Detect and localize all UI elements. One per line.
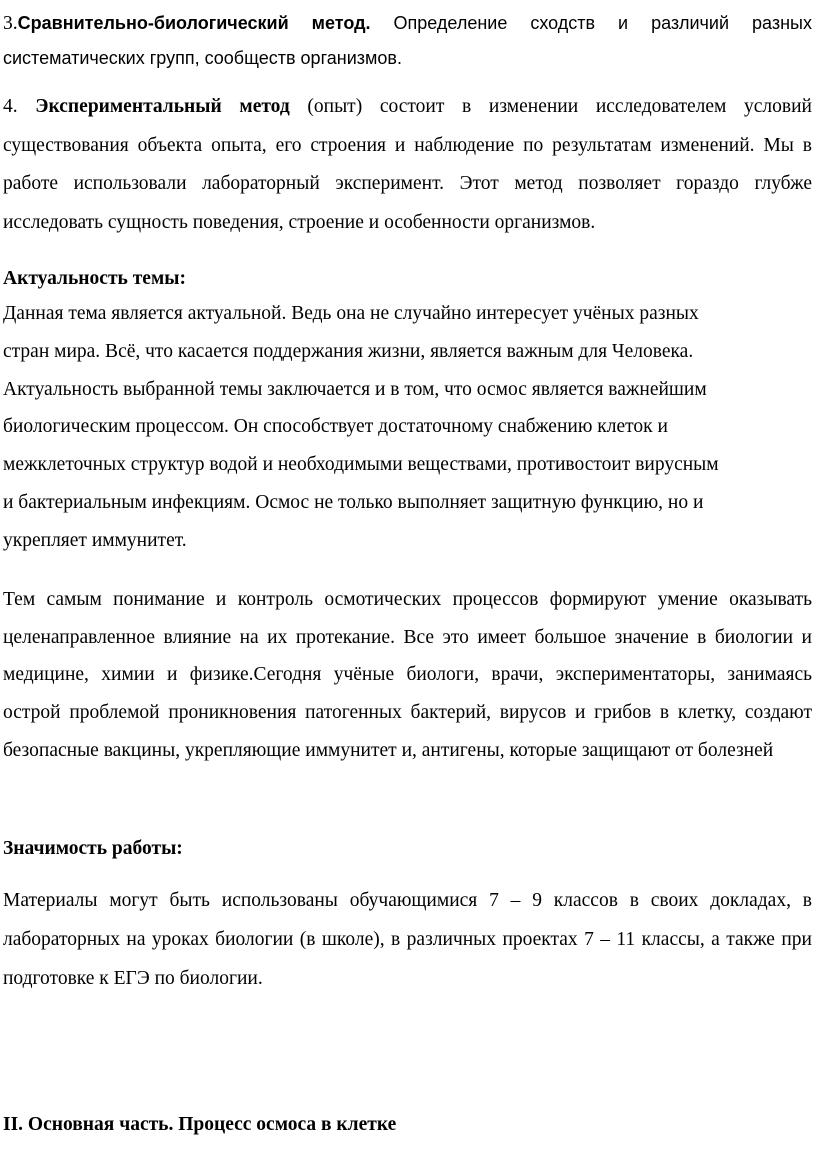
relevance-line: межклеточных структур водой и необходимыми веществами, противостоит вирусным [3, 454, 719, 476]
relevance-line: Данная тема является актуальной. Ведь она не случайно интересует учёных разных [3, 303, 699, 324]
item-number: 3. [3, 13, 18, 34]
paragraph-osmosis-control [3, 581, 812, 770]
relevance-line: стран мира. Всё, что касается поддержания жизни, является важным для Человека. [3, 340, 694, 362]
relevance-line: и бактериальным инфекциям. Осмос не только выполняет защитную функцию, но и [3, 491, 704, 513]
paragraph-comparative-method [3, 6, 812, 76]
method-title: Экспериментальный метод [35, 96, 290, 117]
relevance-line: биологическим процессом. Он способствует достаточному снабжению клеток и [3, 416, 668, 438]
method-description: (опыт) состоит в изменении исследователем условий существования объекта опыта, его строения и наблюдение по результатам изменений. Мы в работе использовали лабораторный эксперимент. Этот метод позволяет гораздо глубже исследовать сущность поведения, строение и особенности организмов. [3, 96, 812, 233]
method-title: Сравнительно-биологический метод. [17, 13, 371, 33]
relevance-text [3, 295, 812, 560]
relevance-line: Актуальность выбранной темы заключается и в том, что осмос является важнейшим [3, 378, 707, 400]
item-number: 4. [3, 96, 36, 117]
relevance-line: укрепляет иммунитет. [3, 529, 187, 551]
significance-text [3, 881, 812, 998]
paragraph-text: Материалы могут быть использованы обучающимися 7 – 9 классов в своих докладах, в лабораторных на уроках биологии (в школе), в различных проектах 7 – 11 классы, а также при подготовке к ЕГЭ по биологии. [3, 890, 812, 989]
significance-heading: Значимость работы: [3, 838, 183, 859]
paragraph-experimental-method [3, 88, 812, 242]
method-description: Определение сходств и различий разных систематических групп, сообществ организмов. [3, 13, 812, 68]
section-heading: II. Основная часть. Процесс осмоса в клетке [3, 1114, 397, 1135]
relevance-heading: Актуальность темы: [3, 268, 186, 289]
paragraph-text: Тем самым понимание и контроль осмотических процессов формируют умение оказывать целенаправленное влияние на их протекание. Все это имеет большое значение в биологии и медицине, химии и физике.Сегодня учёные биологи, врачи, экспериментаторы, занимаясь острой проблемой проникновения патогенных бактерий, вирусов и грибов в клетку, создают безопасные вакцины, укрепляющие иммунитет и, антигены, которые защищают от болезней [3, 589, 812, 761]
